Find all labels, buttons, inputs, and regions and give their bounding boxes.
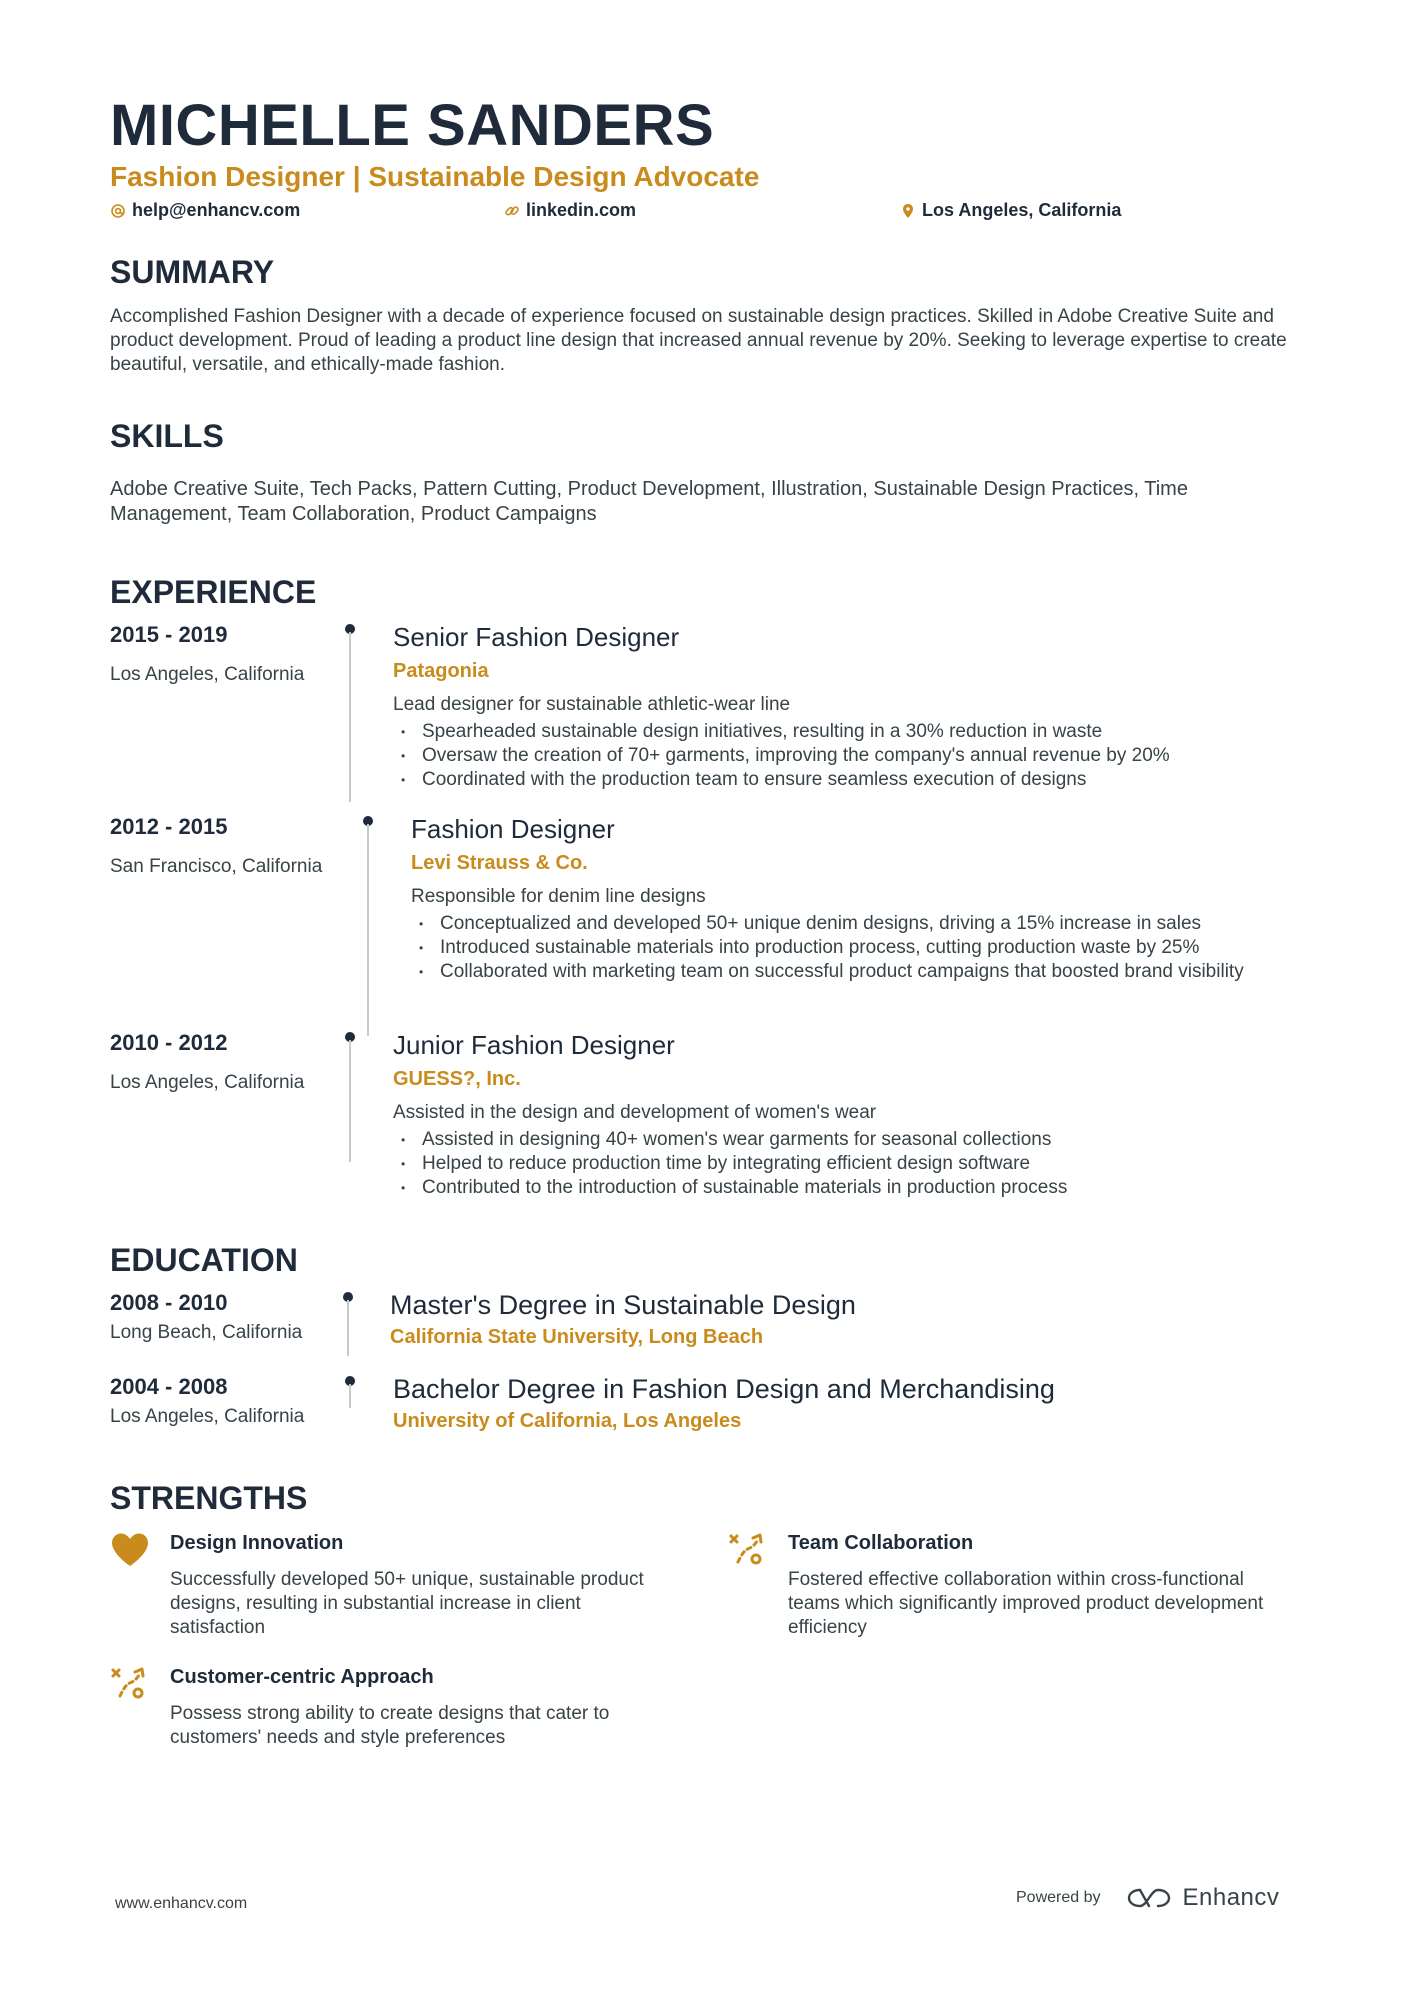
experience-bullet: • Spearheaded sustainable design initiatives, resulting in a 30% reduction in waste bbox=[393, 720, 1273, 744]
brand-logo[interactable] bbox=[1127, 1884, 1280, 1912]
contact-location-text: Los Angeles, California bbox=[922, 200, 1122, 220]
footer-branding bbox=[1016, 1884, 1279, 1912]
timeline-line bbox=[349, 1040, 351, 1162]
experience-role: Junior Fashion Designer bbox=[393, 1030, 675, 1060]
experience-bullets bbox=[393, 1128, 1273, 1200]
experience-bullet: • Helped to reduce production time by integrating efficient design software bbox=[393, 1152, 1273, 1176]
experience-role: Senior Fashion Designer bbox=[393, 622, 680, 652]
experience-company: Levi Strauss & Co. bbox=[411, 852, 588, 874]
experience-bullets bbox=[411, 912, 1291, 984]
powered-by-label: Powered by bbox=[1016, 1889, 1101, 1906]
experience-description: Lead designer for sustainable athletic-wear line bbox=[393, 694, 791, 715]
experience-bullet: • Conceptualized and developed 50+ unique denim designs, driving a 15% increase in sales bbox=[411, 912, 1291, 936]
education-heading: EDUCATION bbox=[110, 1242, 298, 1278]
skills-heading: SKILLS bbox=[110, 418, 224, 454]
candidate-title: Fashion Designer | Sustainable Design Advocate bbox=[110, 161, 760, 192]
experience-bullet: • Introduced sustainable materials into production process, cutting production waste by 25% bbox=[411, 936, 1291, 960]
experience-role: Fashion Designer bbox=[411, 814, 615, 844]
strength-title: Team Collaboration bbox=[788, 1532, 974, 1554]
education-school: California State University, Long Beach bbox=[390, 1326, 764, 1348]
experience-bullet: • Oversaw the creation of 70+ garments, improving the company's annual revenue by 20% bbox=[393, 744, 1273, 768]
experience-company: Patagonia bbox=[393, 660, 489, 682]
strengths-heading: STRENGTHS bbox=[110, 1480, 308, 1516]
link-icon bbox=[504, 203, 520, 219]
contact-location bbox=[900, 200, 1121, 221]
summary-heading: SUMMARY bbox=[110, 254, 275, 290]
experience-dates: 2015 - 2019 bbox=[110, 622, 228, 647]
strategy-path-icon bbox=[110, 1666, 150, 1702]
contact-bar bbox=[110, 200, 1300, 224]
experience-location: Los Angeles, California bbox=[110, 664, 305, 685]
experience-bullet: • Collaborated with marketing team on successful product campaigns that boosted brand visibility bbox=[411, 960, 1291, 984]
experience-location: San Francisco, California bbox=[110, 856, 323, 877]
contact-email-text: help@enhancv.com bbox=[132, 200, 301, 220]
strength-description: Fostered effective collaboration within cross-functional teams which significantly improved product development efficiency bbox=[788, 1569, 1264, 1638]
experience-company: GUESS?, Inc. bbox=[393, 1068, 521, 1090]
timeline-line bbox=[367, 824, 369, 1036]
timeline-line bbox=[349, 632, 351, 802]
experience-heading: EXPERIENCE bbox=[110, 574, 317, 610]
location-pin-icon bbox=[900, 203, 916, 219]
education-location: Long Beach, California bbox=[110, 1322, 303, 1343]
education-degree: Master's Degree in Sustainable Design bbox=[390, 1290, 856, 1320]
experience-description: Responsible for denim line designs bbox=[411, 886, 706, 907]
education-degree: Bachelor Degree in Fashion Design and Merchandising bbox=[393, 1374, 1055, 1404]
experience-dates: 2012 - 2015 bbox=[110, 814, 228, 839]
strategy-path-icon bbox=[728, 1532, 768, 1568]
experience-bullets bbox=[393, 720, 1273, 792]
contact-email[interactable] bbox=[110, 200, 300, 221]
skills-text: Adobe Creative Suite, Tech Packs, Pattern Cutting, Product Development, Illustration, Sustainable Design Practices, Time Management, Team Collaboration, Product Campaigns bbox=[110, 478, 1188, 525]
enhancv-logo-icon bbox=[1127, 1886, 1171, 1910]
timeline-line bbox=[349, 1384, 351, 1408]
contact-linkedin-text: linkedin.com bbox=[526, 200, 637, 220]
experience-dates: 2010 - 2012 bbox=[110, 1030, 228, 1055]
candidate-name: MICHELLE SANDERS bbox=[110, 93, 715, 158]
strength-description: Successfully developed 50+ unique, sustainable product designs, resulting in substantial increase in client satisfaction bbox=[170, 1569, 644, 1638]
strength-description: Possess strong ability to create designs that cater to customers' needs and style preferences bbox=[170, 1703, 610, 1748]
timeline-line bbox=[347, 1300, 349, 1356]
experience-bullet: • Contributed to the introduction of sustainable materials in production process bbox=[393, 1176, 1273, 1200]
strength-title: Customer-centric Approach bbox=[170, 1666, 434, 1688]
experience-location: Los Angeles, California bbox=[110, 1072, 305, 1093]
at-icon bbox=[110, 203, 126, 219]
experience-bullet: • Assisted in designing 40+ women's wear garments for seasonal collections bbox=[393, 1128, 1273, 1152]
footer-website[interactable]: www.enhancv.com bbox=[115, 1895, 248, 1912]
strength-title: Design Innovation bbox=[170, 1532, 344, 1554]
heart-icon bbox=[110, 1532, 150, 1568]
contact-linkedin[interactable] bbox=[504, 200, 636, 221]
summary-text: Accomplished Fashion Designer with a decade of experience focused on sustainable design practices. Skilled in Adobe Creative Suite and product development. Proud of leading a product line design that increased annual revenue by 20%. Seeking to leverage expertise to create beautiful, versatile, and ethically-made fashion. bbox=[110, 306, 1287, 375]
education-school: University of California, Los Angeles bbox=[393, 1410, 742, 1432]
experience-bullet: • Coordinated with the production team to ensure seamless execution of designs bbox=[393, 768, 1273, 792]
brand-name: Enhancv bbox=[1182, 1884, 1280, 1911]
education-dates: 2008 - 2010 bbox=[110, 1290, 228, 1315]
education-dates: 2004 - 2008 bbox=[110, 1374, 228, 1399]
experience-description: Assisted in the design and development of women's wear bbox=[393, 1102, 877, 1123]
education-location: Los Angeles, California bbox=[110, 1406, 305, 1427]
